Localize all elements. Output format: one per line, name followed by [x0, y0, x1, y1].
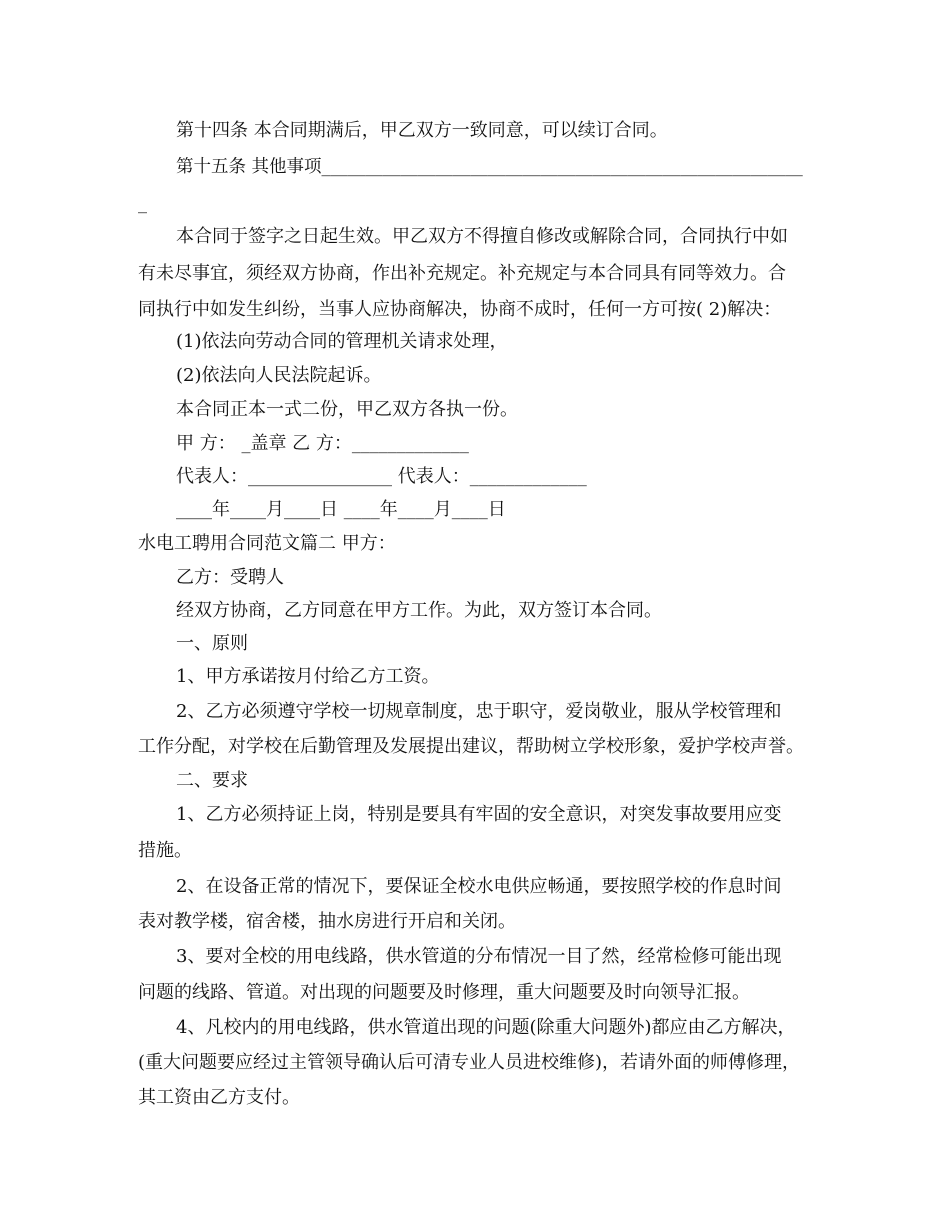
- requirement-4-line-2: (重大问题要应经过主管领导确认后可清专业人员进校维修)，若请外面的师傅修理，: [138, 1052, 801, 1073]
- agreement-intro: 经双方协商，乙方同意在甲方工作。为此，双方签订本合同。: [176, 600, 662, 621]
- requirement-1-line-1: 1、乙方必须持证上岗，特别是要具有牢固的安全意识，对突发事故要用应变: [176, 804, 782, 825]
- requirement-4-line-3: 其工资由乙方支付。: [138, 1087, 300, 1108]
- principle-2-line-1: 2、乙方必须遵守学校一切规章制度，忠于职守，爱岗敬业，服从学校管理和: [176, 701, 782, 722]
- signature-dates: ____年____月____日 ____年____月____日: [176, 499, 506, 520]
- heading-principles: 一、原则: [176, 633, 248, 654]
- requirement-2-line-1: 2、在设备正常的情况下，要保证全校水电供应畅通，要按照学校的作息时间: [176, 876, 782, 897]
- effect-paragraph-line-1: 本合同于签字之日起生效。甲乙双方不得擅自修改或解除合同，合同执行中如: [176, 226, 788, 247]
- signature-parties: 甲 方： _盖章 乙 方：_____________: [176, 433, 469, 454]
- clause-14: 第十四条 本合同期满后，甲乙双方一致同意，可以续订合同。: [176, 120, 668, 141]
- effect-paragraph-line-2: 有未尽事宜，须经双方协商，作出补充规定。补充规定与本合同具有同等效力。合: [138, 263, 786, 284]
- dispute-option-1: (1)依法向劳动合同的管理机关请求处理，: [176, 331, 508, 352]
- dispute-option-2: (2)依法向人民法院起诉。: [176, 365, 382, 386]
- copies-statement: 本合同正本一式二份，甲乙双方各执一份。: [176, 399, 518, 420]
- requirement-3-line-1: 3、要对全校的用电线路，供水管道的分布情况一目了然，经常检修可能出现: [176, 946, 782, 967]
- requirement-4-line-1: 4、凡校内的用电线路，供水管道出现的问题(除重大问题外)都应由乙方解决，: [176, 1017, 796, 1038]
- signature-representatives: 代表人：________________ 代表人：_____________: [176, 466, 587, 487]
- party-b-line: 乙方：受聘人: [176, 567, 284, 588]
- requirement-1-line-2: 措施。: [138, 840, 192, 861]
- heading-requirements: 二、要求: [176, 770, 248, 791]
- requirement-3-line-2: 问题的线路、管道。对出现的问题要及时修理，重大问题要及时向领导汇报。: [138, 982, 750, 1003]
- effect-paragraph-line-3: 同执行中如发生纠纷，当事人应协商解决，协商不成时，任何一方可按( 2)解决：: [138, 299, 782, 320]
- principle-1: 1、甲方承诺按月付给乙方工资。: [176, 666, 440, 687]
- requirement-2-line-2: 表对教学楼，宿舍楼，抽水房进行开启和关闭。: [138, 911, 516, 932]
- clause-15-continuation: _: [138, 193, 147, 214]
- clause-15: 第十五条 其他事项_______________________________________________________: [176, 157, 803, 177]
- section-title-part-two: 水电工聘用合同范文篇二 甲方：: [138, 533, 396, 554]
- principle-2-line-2: 工作分配，对学校在后勤管理及发展提出建议，帮助树立学校形象，爱护学校声誉。: [138, 736, 804, 757]
